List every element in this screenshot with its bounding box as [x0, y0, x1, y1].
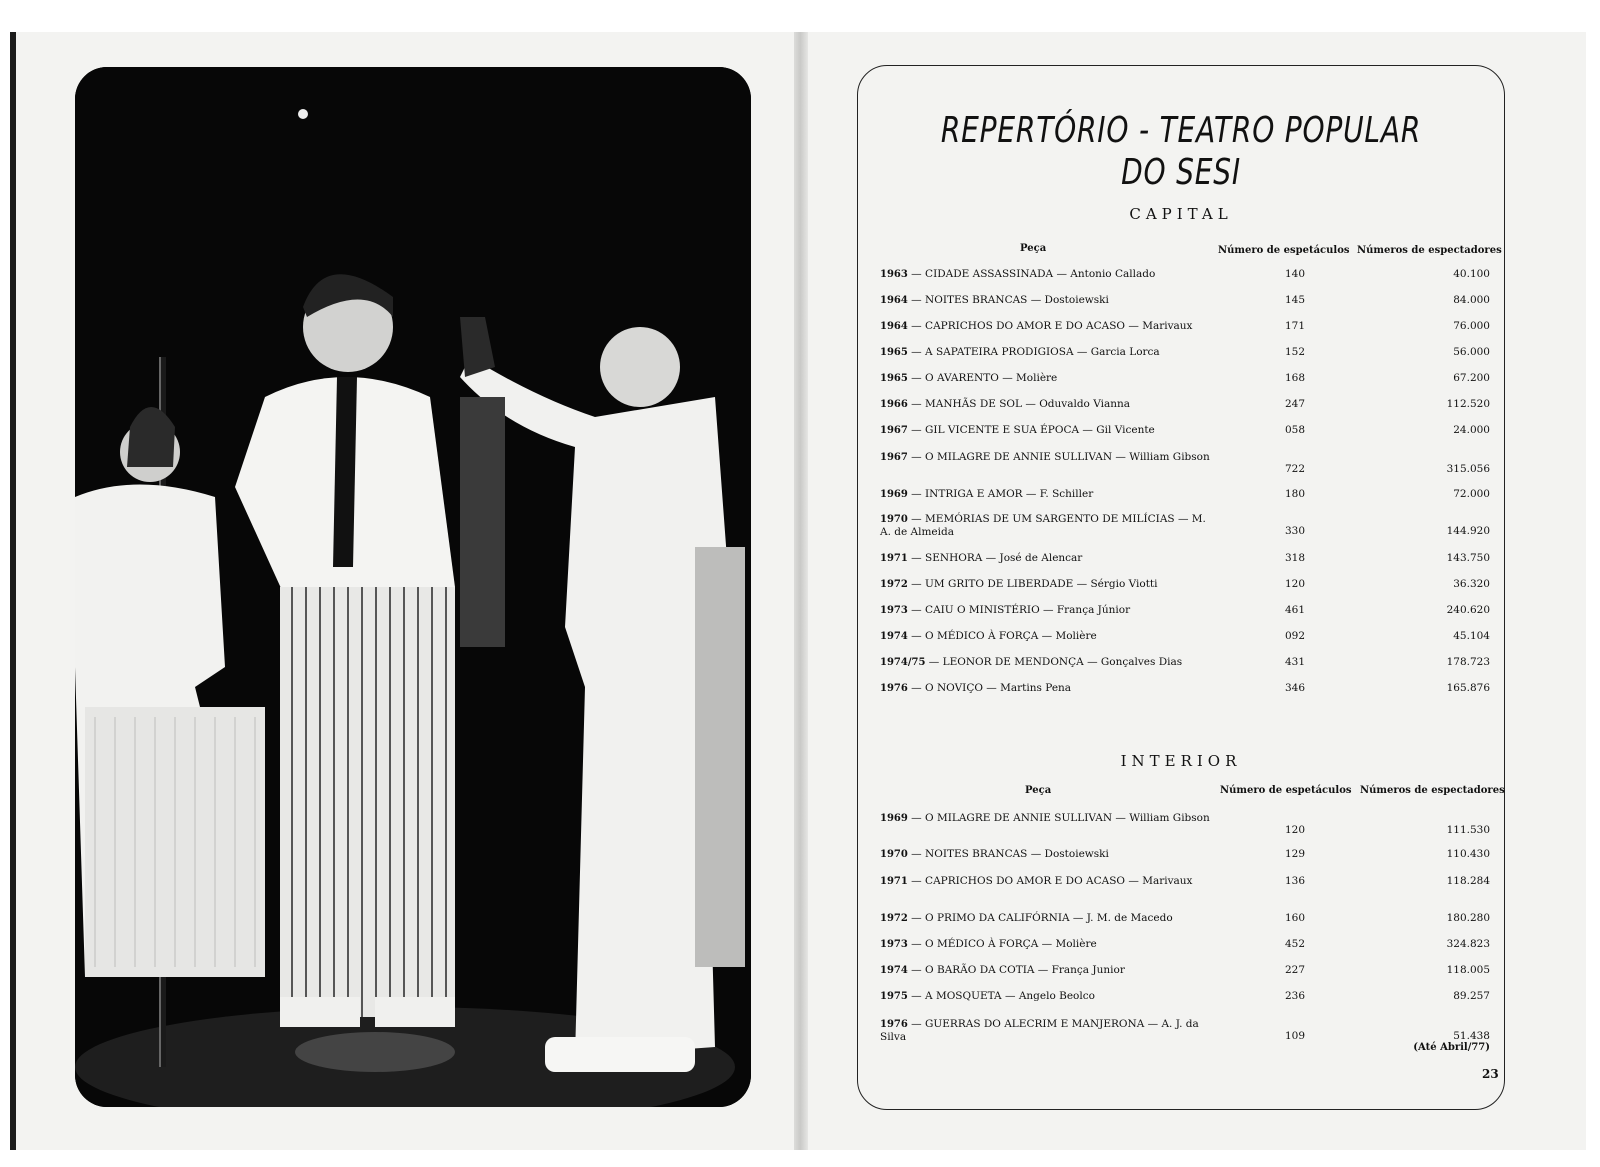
capital-row-title: MEMÓRIAS DE UM SARGENTO DE MILÍCIAS — M. A. de Almeida	[880, 513, 1206, 538]
capital-row-play: 1964 — NOITES BRANCAS — Dostoiewski	[880, 294, 1109, 306]
capital-row-audience	[1390, 488, 1490, 500]
capital-row-audience-value: 112.520	[1446, 398, 1490, 410]
capital-row-title: O MÉDICO À FORÇA — Molière	[925, 630, 1097, 642]
page-title-line2: DO SESI	[1121, 152, 1241, 193]
capital-row-audience	[1390, 424, 1490, 436]
capital-row-play: 1972 — UM GRITO DE LIBERDADE — Sérgio Viotti	[880, 578, 1158, 590]
interior-row-play: 1972 — O PRIMO DA CALIFÓRNIA — J. M. de Macedo	[880, 912, 1173, 924]
interior-row	[880, 848, 1500, 874]
capital-row-play: 1965 — O AVARENTO — Molière	[880, 372, 1058, 384]
capital-row-audience-value: 67.200	[1453, 372, 1490, 384]
interior-row	[880, 1018, 1500, 1053]
interior-row	[880, 964, 1500, 990]
capital-row-play: 1967 — O MILAGRE DE ANNIE SULLIVAN — William Gibson	[880, 451, 1210, 463]
capital-row-play: 1974 — O MÉDICO À FORÇA — Molière	[880, 630, 1097, 642]
interior-row-shows: 236	[1284, 990, 1306, 1002]
capital-row-audience	[1390, 604, 1490, 616]
capital-row	[880, 424, 1500, 450]
capital-col-play: Peça	[1020, 243, 1047, 254]
capital-row-audience-value: 240.620	[1446, 604, 1490, 616]
capital-row-audience-value: 144.920	[1446, 525, 1490, 537]
interior-row-year: 1969	[880, 813, 908, 824]
capital-row	[880, 320, 1500, 346]
capital-row-audience-value: 76.000	[1453, 320, 1490, 332]
interior-row-shows: 452	[1284, 938, 1306, 950]
capital-row-play: 1966 — MANHÃS DE SOL — Oduvaldo Vianna	[880, 398, 1131, 410]
interior-row	[880, 812, 1500, 838]
capital-row-title: INTRIGA E AMOR — F. Schiller	[925, 488, 1094, 500]
interior-row-audience	[1390, 824, 1490, 836]
capital-row-audience-value: 24.000	[1453, 424, 1490, 436]
capital-row-audience	[1390, 682, 1490, 694]
interior-row-shows: 136	[1284, 875, 1306, 887]
interior-row-shows: 227	[1284, 964, 1306, 976]
interior-row-year: 1972	[880, 913, 908, 924]
interior-row-audience	[1390, 875, 1490, 887]
capital-row	[880, 488, 1500, 514]
capital-row-title: SENHORA — José de Alencar	[925, 552, 1083, 564]
capital-row-shows: 722	[1284, 463, 1306, 475]
interior-row-shows: 160	[1284, 912, 1306, 924]
interior-row-audience-value: 324.823	[1446, 938, 1490, 950]
capital-row-audience-value: 45.104	[1453, 630, 1490, 642]
spine-edge	[10, 32, 16, 1150]
capital-row-play: 1970 — MEMÓRIAS DE UM SARGENTO DE MILÍCIAS — M. A. de Almeida	[880, 513, 1206, 538]
capital-row-audience	[1390, 578, 1490, 590]
capital-row-title: A SAPATEIRA PRODIGIOSA — Garcia Lorca	[925, 346, 1160, 358]
capital-row-shows: 180	[1284, 488, 1306, 500]
interior-col-audience: Números de espectadores	[1360, 785, 1505, 796]
capital-row-audience-value: 36.320	[1453, 578, 1490, 590]
capital-row-year: 1973	[880, 605, 908, 616]
interior-row-audience-value: 111.530	[1446, 824, 1490, 836]
capital-row-audience	[1390, 294, 1490, 306]
capital-row-audience-value: 72.000	[1453, 488, 1490, 500]
capital-row-year: 1974	[880, 631, 908, 642]
capital-row-year: 1976	[880, 683, 908, 694]
capital-row-shows: 171	[1284, 320, 1306, 332]
interior-row-title: O MILAGRE DE ANNIE SULLIVAN — William Gibson	[925, 812, 1210, 824]
interior-row-year: 1976	[880, 1019, 908, 1030]
stage-photo	[75, 67, 751, 1107]
capital-row-title: LEONOR DE MENDONÇA — Gonçalves Dias	[942, 656, 1183, 668]
capital-row-audience-value: 143.750	[1446, 552, 1490, 564]
capital-row-audience	[1390, 656, 1490, 668]
capital-row-year: 1966	[880, 399, 908, 410]
capital-row	[880, 513, 1500, 539]
capital-row-audience	[1390, 268, 1490, 280]
capital-row-audience-value: 315.056	[1446, 463, 1490, 475]
capital-row-shows: 461	[1284, 604, 1306, 616]
interior-row-audience	[1390, 938, 1490, 950]
capital-row-year: 1974/75	[880, 657, 926, 668]
interior-row-audience	[1390, 964, 1490, 976]
capital-row-title: O MILAGRE DE ANNIE SULLIVAN — William Gibson	[925, 451, 1210, 463]
capital-row-year: 1972	[880, 579, 908, 590]
capital-row-title: CAPRICHOS DO AMOR E DO ACASO — Marivaux	[925, 320, 1193, 332]
capital-row	[880, 372, 1500, 398]
capital-row-audience-value: 165.876	[1446, 682, 1490, 694]
page-gutter	[794, 32, 808, 1150]
capital-row	[880, 656, 1500, 682]
interior-row	[880, 938, 1500, 964]
capital-row	[880, 630, 1500, 656]
capital-heading: CAPITAL	[1129, 205, 1233, 223]
interior-row-audience-value: 51.438	[1453, 1030, 1490, 1042]
capital-row-shows: 092	[1284, 630, 1306, 642]
interior-row-audience-value: 118.005	[1446, 964, 1490, 976]
capital-row-shows: 346	[1284, 682, 1306, 694]
interior-row-play: 1975 — A MOSQUETA — Angelo Beolco	[880, 990, 1095, 1002]
interior-row-title: CAPRICHOS DO AMOR E DO ACASO — Marivaux	[925, 875, 1193, 887]
interior-row	[880, 990, 1500, 1016]
interior-row-title: GUERRAS DO ALECRIM E MANJERONA — A. J. da Silva	[880, 1018, 1199, 1043]
capital-row-year: 1970	[880, 514, 908, 525]
interior-row-audience-value: 118.284	[1446, 875, 1490, 887]
interior-row-year: 1970	[880, 849, 908, 860]
capital-row-shows: 145	[1284, 294, 1306, 306]
interior-row-play: 1974 — O BARÃO DA COTIA — França Junior	[880, 964, 1125, 976]
capital-row-audience	[1390, 398, 1490, 410]
capital-row-shows: 120	[1284, 578, 1306, 590]
capital-row-title: CIDADE ASSASSINADA — Antonio Callado	[925, 268, 1156, 280]
interior-row-year: 1971	[880, 876, 908, 887]
interior-row-audience	[1390, 912, 1490, 924]
capital-row-play: 1967 — GIL VICENTE E SUA ÉPOCA — Gil Vicente	[880, 424, 1155, 436]
interior-row-year: 1975	[880, 991, 908, 1002]
capital-row-shows: 247	[1284, 398, 1306, 410]
page-title	[928, 110, 1433, 194]
capital-row-play: 1965 — A SAPATEIRA PRODIGIOSA — Garcia Lorca	[880, 346, 1160, 358]
capital-row-year: 1969	[880, 489, 908, 500]
capital-row-play: 1963 — CIDADE ASSASSINADA — Antonio Callado	[880, 268, 1156, 280]
capital-row-audience	[1390, 372, 1490, 384]
capital-row-shows: 330	[1284, 525, 1306, 537]
interior-row-play: 1971 — CAPRICHOS DO AMOR E DO ACASO — Marivaux	[880, 875, 1193, 887]
capital-row-audience	[1390, 463, 1490, 475]
capital-row-shows: 152	[1284, 346, 1306, 358]
interior-row-title: O MÉDICO À FORÇA — Molière	[925, 938, 1097, 950]
capital-row-shows: 140	[1284, 268, 1306, 280]
interior-row-audience-value: 180.280	[1446, 912, 1490, 924]
capital-row-play: 1973 — CAIU O MINISTÉRIO — França Júnior	[880, 604, 1131, 616]
interior-row-shows: 129	[1284, 848, 1306, 860]
interior-row-title: O BARÃO DA COTIA — França Junior	[925, 964, 1125, 976]
capital-row-audience-value: 84.000	[1453, 294, 1490, 306]
capital-row-year: 1967	[880, 452, 908, 463]
capital-row-play: 1971 — SENHORA — José de Alencar	[880, 552, 1083, 564]
capital-row	[880, 346, 1500, 372]
capital-row	[880, 552, 1500, 578]
capital-col-shows: Número de espetáculos	[1218, 245, 1350, 256]
capital-row-year: 1963	[880, 269, 908, 280]
capital-row-audience-value: 178.723	[1446, 656, 1490, 668]
capital-col-audience: Números de espectadores	[1357, 245, 1502, 256]
capital-row	[880, 578, 1500, 604]
capital-row-title: UM GRITO DE LIBERDADE — Sérgio Viotti	[925, 578, 1158, 590]
capital-row-title: GIL VICENTE E SUA ÉPOCA — Gil Vicente	[925, 424, 1155, 436]
capital-row-year: 1964	[880, 295, 908, 306]
capital-row	[880, 398, 1500, 424]
capital-row-play: 1976 — O NOVIÇO — Martins Pena	[880, 682, 1072, 694]
interior-row-audience	[1390, 990, 1490, 1002]
capital-row-shows: 058	[1284, 424, 1306, 436]
capital-row-year: 1971	[880, 553, 908, 564]
interior-row-title: NOITES BRANCAS — Dostoiewski	[925, 848, 1109, 860]
capital-row-title: CAIU O MINISTÉRIO — França Júnior	[925, 604, 1131, 616]
interior-row-audience	[1390, 848, 1490, 860]
capital-row	[880, 294, 1500, 320]
interior-heading: INTERIOR	[1120, 752, 1242, 770]
capital-row-shows: 431	[1284, 656, 1306, 668]
interior-row-play: 1969 — O MILAGRE DE ANNIE SULLIVAN — William Gibson	[880, 812, 1210, 824]
capital-row-audience	[1390, 346, 1490, 358]
capital-row-title: MANHÃS DE SOL — Oduvaldo Vianna	[925, 398, 1131, 410]
interior-row-year: 1974	[880, 965, 908, 976]
capital-row-shows: 168	[1284, 372, 1306, 384]
capital-row-audience	[1390, 552, 1490, 564]
interior-row	[880, 875, 1500, 901]
interior-col-shows: Número de espetáculos	[1220, 785, 1352, 796]
interior-row-play: 1970 — NOITES BRANCAS — Dostoiewski	[880, 848, 1109, 860]
interior-row-shows: 120	[1284, 824, 1306, 836]
interior-row-audience-value: 89.257	[1453, 990, 1490, 1002]
capital-row	[880, 268, 1500, 294]
interior-row-note: (Até Abril/77)	[1413, 1042, 1490, 1053]
capital-row-play: 1964 — CAPRICHOS DO AMOR E DO ACASO — Marivaux	[880, 320, 1193, 332]
capital-row-title: O AVARENTO — Molière	[925, 372, 1058, 384]
capital-row-audience-value: 40.100	[1453, 268, 1490, 280]
page-title-line1: REPERTÓRIO - TEATRO POPULAR	[940, 110, 1422, 151]
interior-row-year: 1973	[880, 939, 908, 950]
capital-row-title: O NOVIÇO — Martins Pena	[925, 682, 1072, 694]
capital-row-shows: 318	[1284, 552, 1306, 564]
interior-row-shows: 109	[1284, 1030, 1306, 1042]
interior-row-audience-value: 110.430	[1446, 848, 1490, 860]
capital-row-audience-value: 56.000	[1453, 346, 1490, 358]
capital-row-year: 1965	[880, 373, 908, 384]
interior-row-title: O PRIMO DA CALIFÓRNIA — J. M. de Macedo	[925, 912, 1173, 924]
capital-row	[880, 604, 1500, 630]
capital-row-play: 1974/75 — LEONOR DE MENDONÇA — Gonçalves Dias	[880, 656, 1183, 668]
capital-row-audience	[1390, 320, 1490, 332]
capital-row-title: NOITES BRANCAS — Dostoiewski	[925, 294, 1109, 306]
capital-row	[880, 451, 1500, 477]
interior-row-audience	[1390, 1030, 1490, 1053]
interior-row-play: 1973 — O MÉDICO À FORÇA — Molière	[880, 938, 1097, 950]
capital-row-audience	[1390, 525, 1490, 537]
capital-row-audience	[1390, 630, 1490, 642]
capital-row-year: 1967	[880, 425, 908, 436]
page-number: 23	[1482, 1067, 1499, 1081]
stage-photo-illustration	[75, 67, 751, 1107]
capital-row-year: 1964	[880, 321, 908, 332]
interior-row	[880, 912, 1500, 938]
capital-row	[880, 682, 1500, 708]
capital-row-year: 1965	[880, 347, 908, 358]
interior-row-title: A MOSQUETA — Angelo Beolco	[925, 990, 1095, 1002]
capital-row-play: 1969 — INTRIGA E AMOR — F. Schiller	[880, 488, 1094, 500]
interior-row-play: 1976 — GUERRAS DO ALECRIM E MANJERONA — A. J. da Silva	[880, 1018, 1199, 1043]
interior-col-play: Peça	[1025, 785, 1052, 796]
